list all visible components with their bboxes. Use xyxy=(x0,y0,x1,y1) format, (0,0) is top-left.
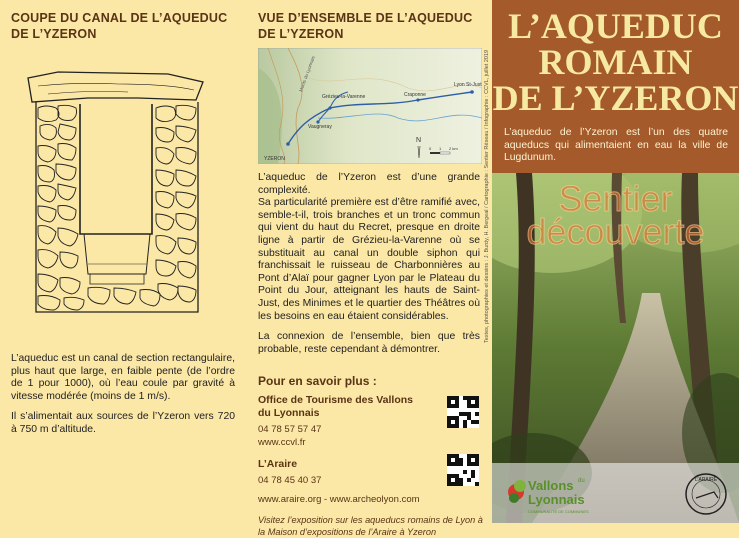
araire-qr-code[interactable] xyxy=(447,454,479,486)
map-north-arrow: N xyxy=(416,137,422,144)
scale-label-2: 2 km xyxy=(449,146,458,151)
heading-line-1: COUPE DU CANAL DE L’AQUEDUC xyxy=(11,11,228,25)
office-website-link[interactable]: www.ccvl.fr xyxy=(258,437,306,448)
map-label-lyon: Lyon St-Just xyxy=(454,82,482,88)
map-label-yzeron: YZERON xyxy=(264,156,285,162)
canal-paragraph-2: Il s’alimentait aux sources de l’Yzeron vers 720 à 750 m d’altitude. xyxy=(11,411,235,435)
map-label-monts: Monts du Lyonnais xyxy=(298,55,316,93)
logo-subtitle: COMMUNAUTÉ DE COMMUNES xyxy=(528,509,589,514)
heading-line-2: DE L’YZERON xyxy=(258,27,344,41)
sentier-line-1: Sentier xyxy=(558,178,673,219)
right-panel xyxy=(492,0,739,523)
araire-website-links[interactable]: www.araire.org - www.archeolyon.com xyxy=(258,494,420,505)
title-line-2: ROMAIN xyxy=(538,42,693,82)
map-label-vaugneray: Vaugneray xyxy=(308,124,332,130)
logo-lyonnais: Lyonnais xyxy=(528,492,585,507)
logo-vallons: Vallons xyxy=(528,478,574,493)
title-line-1: L’AQUEDUC xyxy=(508,6,723,46)
araire-name: L’Araire xyxy=(258,458,298,470)
heading-line-1: VUE D’ENSEMBLE DE L’AQUEDUC xyxy=(258,11,473,25)
office-phone: 04 78 57 57 47 xyxy=(258,424,322,435)
scale-label-0: 0 xyxy=(429,146,432,151)
map-label-craponne: Craponne xyxy=(404,92,426,98)
heading-line-2: DE L’YZERON xyxy=(11,27,97,41)
title-line-3: DE L’YZERON xyxy=(492,78,739,118)
office-name-line-1: Office de Tourisme des Vallons xyxy=(258,394,414,406)
aqueduct-cross-section-drawing xyxy=(18,64,218,324)
map-label-grezieu: Grézieu-la-Varenne xyxy=(322,94,366,100)
visit-text-line-2: la Maison d’expositions de l’Araire à Yzeron xyxy=(258,527,437,537)
scale-label-1: 1 xyxy=(439,146,442,151)
sentier-line-2: découverte xyxy=(526,211,705,252)
logo-du: du xyxy=(578,478,585,484)
overview-heading xyxy=(258,10,472,42)
overview-description xyxy=(258,172,480,364)
overview-paragraph-3: La connexion de l’ensemble, bien que très probable, reste cependant à démontrer. xyxy=(258,331,480,355)
vallons-du-lyonnais-logo xyxy=(506,468,596,518)
left-panel xyxy=(0,0,245,523)
office-qr-code[interactable] xyxy=(447,396,479,428)
araire-stamp-logo xyxy=(684,472,728,516)
canal-description xyxy=(11,353,235,445)
brochure-title xyxy=(492,8,739,116)
more-info-title: Pour en savoir plus : xyxy=(258,374,377,388)
sentier-decouverte-title xyxy=(492,178,739,252)
overview-paragraph-2: Sa particularité première est d’être ramifié avec, semble-t-il, trois branches et un tronc commun qui vient du haut du Recret, presque en droite ligne à partir de Grézieu-la-Varenne où se substituait au canal un double siphon qui franchissait le ruisseau de Charbonnières au Pont d’Alaï pour gagner Lyon par le Plateau du Point du Jour, atteignant les hauts de Saint-Just, des Minimes et le quartier des Théâtres où les besoins en eau étaient considérables. xyxy=(258,197,480,322)
aqueduct-overview-map xyxy=(258,48,482,164)
canal-section-heading xyxy=(11,10,227,42)
scale-bar xyxy=(430,152,440,154)
visit-text-line-1: Visitez l’exposition sur les aqueducs romains de Lyon à xyxy=(258,515,483,525)
credits-vertical: Textes, photographies et dessins : J. Burdy, H. Bergeal / Cartographie : Sentier Réseau / Infographie : CCVL, juillet 2019 xyxy=(484,49,490,343)
stamp-text: L’ARAIRE xyxy=(694,477,718,483)
intro-text: L’aqueduc de l’Yzeron est l’un des quatre aqueducs qui alimentaient en eau la ville de Lugdunum. xyxy=(504,127,728,164)
canal-paragraph-1: L’aqueduc est un canal de section rectangulaire, plus haut que large, en faible pente (de l’ordre de 1 pour 1000), où l’eau coule par gravité à vitesse modérée (moins de 1 m/s). xyxy=(11,353,235,402)
office-name-line-2: du Lyonnais xyxy=(258,407,320,419)
araire-phone: 04 78 45 40 37 xyxy=(258,475,322,486)
overview-paragraph-1: L’aqueduc de l’Yzeron est d’une grande complexité. xyxy=(258,172,480,196)
